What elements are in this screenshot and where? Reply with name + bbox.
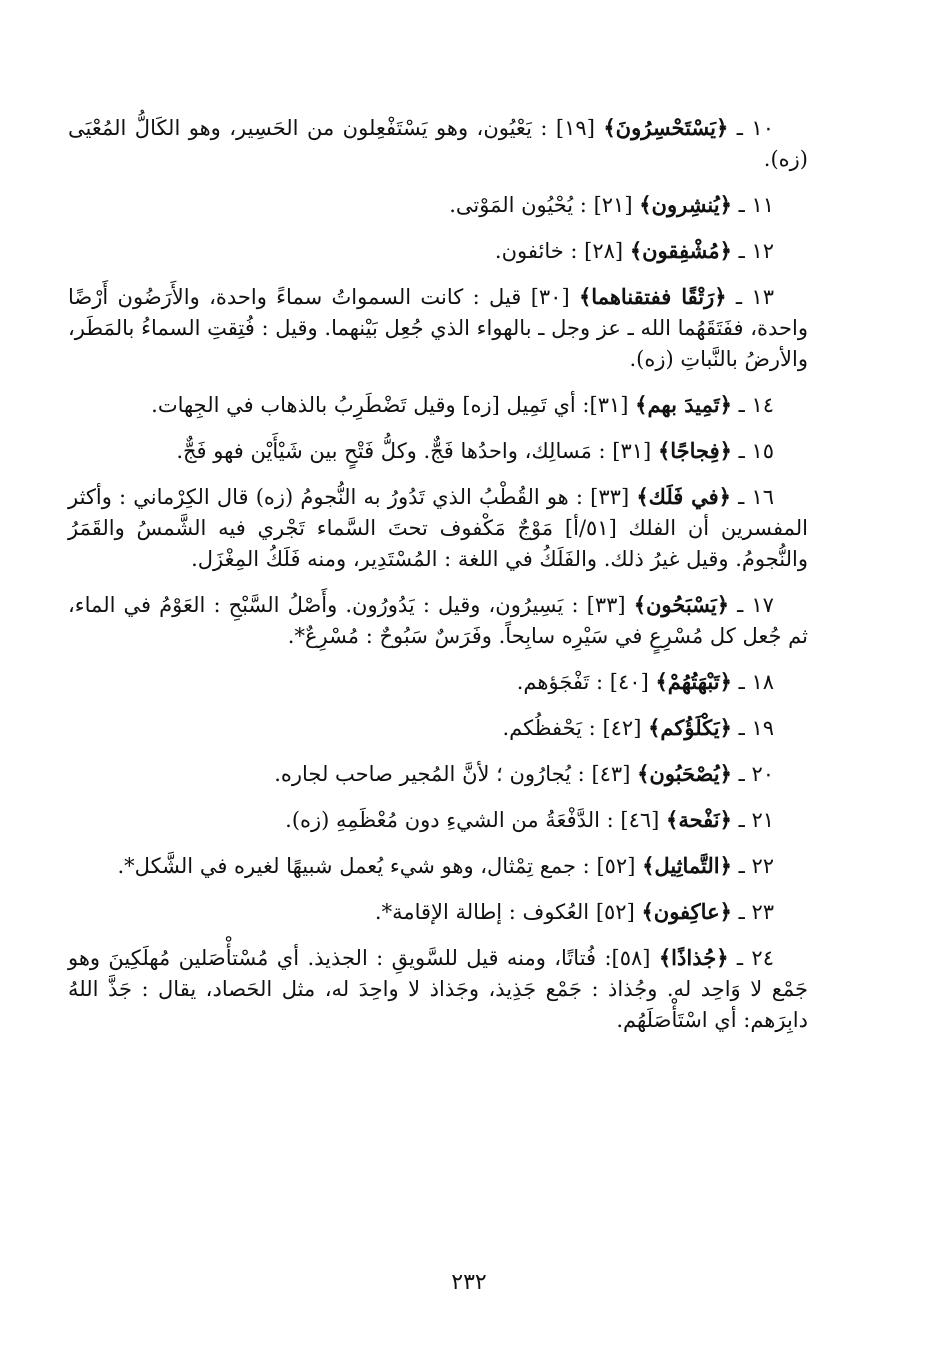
page-number: ٢٣٢ xyxy=(451,1270,487,1295)
quran-word: ﴿تَبْهَتُهُمْ﴾ xyxy=(655,669,732,694)
entry-text: : جمع تِمْثال، وهو شيء يُعمل شبيهًا لغيره في الشَّكل*. xyxy=(117,854,590,878)
entry-number: ٢١ ـ xyxy=(738,808,774,832)
entry-text: : الدَّفْعَةُ من الشيءِ دون مُعْظَمِهِ (زه). xyxy=(285,808,614,832)
verse-ref: [٤٠] xyxy=(609,670,649,694)
quran-word: ﴿يُصْحَبُون﴾ xyxy=(637,761,732,786)
quran-word: ﴿في فَلَك﴾ xyxy=(636,484,731,509)
entry-17 xyxy=(68,589,808,652)
verse-ref: [٢١] xyxy=(593,193,633,217)
verse-ref: [٥٢] xyxy=(596,854,636,878)
verse-ref: [٣١] xyxy=(612,439,652,463)
entry-13 xyxy=(68,281,808,375)
entry-16 xyxy=(68,481,808,575)
quran-word: ﴿رَتْقًا ففتقناهما﴾ xyxy=(579,284,727,309)
verse-ref: [٥٨]: xyxy=(604,946,651,970)
entry-number: ٢٢ ـ xyxy=(738,854,774,878)
entry-11 xyxy=(68,189,808,221)
entry-text: : يُجارُون ؛ لأنَّ المُجير صاحب لجاره. xyxy=(274,762,585,786)
entry-21 xyxy=(68,804,808,836)
verse-ref: [١٩] xyxy=(555,116,595,140)
entry-number: ١٠ ـ xyxy=(736,116,774,140)
page-body xyxy=(68,112,808,1050)
entry-number: ١٧ ـ xyxy=(737,593,774,617)
entry-number: ١٥ ـ xyxy=(738,439,774,463)
entry-20 xyxy=(68,758,808,790)
verse-ref: [٣١]: xyxy=(582,393,629,417)
verse-ref: [٤٣] xyxy=(591,762,631,786)
entry-text: : يَعْيُون، وهو يَسْتَفْعِلون من الحَسِير، وهو الكَالُّ المُعْيَى (زه). xyxy=(68,116,808,171)
quran-word: ﴿يُنشِرون﴾ xyxy=(639,192,732,217)
entry-number: ٢٣ ـ xyxy=(738,900,774,924)
quran-word: ﴿عاكِفون﴾ xyxy=(641,899,732,924)
entry-text: : خائفون. xyxy=(494,239,578,263)
entry-number: ١٢ ـ xyxy=(738,239,774,263)
entry-number: ١٣ ـ xyxy=(735,285,774,309)
entry-text: : يَحْفظُكم. xyxy=(502,716,596,740)
entry-text: فُتاتًا، ومنه قيل للسَّويقِ : الجذيذ. أي مُسْتأْصَلين مُهلَكِينَ وهو جَمْع لا وَاحِد له. وجُذاذ : جَمْع جَذِيذ، وجَذاذ لا واحِدَ له، مثل الحَصاد، يقال : جَذَّ اللهُ دابِرَهم: أي اسْتَأْصَلَهُم. xyxy=(68,946,808,1032)
entry-number: ٢٠ ـ xyxy=(738,762,774,786)
quran-word: ﴿مُشْفِقون﴾ xyxy=(629,238,732,263)
entry-text: قيل : كانت السمواتُ سماءً واحدة، والأَرَضُون أَرْضًا واحدة، ففَتَقَهُما الله ـ عز وجل ـ بالهواء الذي جُعِل بَيْنهما. وقيل : فُتِقتِ السماءُ بالمَطَر، والأرضُ بالنَّباتِ (زه). xyxy=(68,285,808,371)
verse-ref: [٣٣] xyxy=(590,485,630,509)
entry-number: ١٨ ـ xyxy=(738,670,774,694)
quran-word: ﴿يَكْلَؤُكم﴾ xyxy=(648,715,732,740)
verse-ref: [٢٨] xyxy=(584,239,624,263)
verse-ref: [٥٢] xyxy=(595,900,635,924)
verse-ref: [٤٢] xyxy=(602,716,642,740)
verse-ref: [٤٦] xyxy=(620,808,660,832)
quran-word: ﴿نَفْحة﴾ xyxy=(666,807,732,832)
quran-word: ﴿تَمِيدَ بهم﴾ xyxy=(635,392,732,417)
quran-word: ﴿جُذاذًا﴾ xyxy=(658,945,729,970)
entry-12 xyxy=(68,235,808,267)
entry-text: : تَفْجَؤهم. xyxy=(516,670,604,694)
entry-18 xyxy=(68,666,808,698)
entry-10 xyxy=(68,112,808,175)
entry-number: ١٦ ـ xyxy=(738,485,774,509)
entry-19 xyxy=(68,712,808,744)
entry-text: العُكوف : إطالة الإقامة*. xyxy=(374,900,590,924)
verse-ref: [٣٠] xyxy=(530,285,570,309)
entry-15 xyxy=(68,435,808,467)
entry-text: أي تَمِيل [زه] وقيل تَضْطَرِبُ بالذهاب في الجِهات. xyxy=(151,393,576,417)
quran-word: ﴿فِجاجًا﴾ xyxy=(657,438,732,463)
entry-text: : مَسالِك، واحدُها فَجٌّ. وكلُّ فَتْحٍ بين شَيْأَيْن فهو فَجٌّ. xyxy=(176,439,606,463)
entry-text: : يُحْيُون المَوْتى. xyxy=(449,193,587,217)
entry-number: ١٩ ـ xyxy=(738,716,774,740)
entry-text: : هو القُطْبُ الذي تَدُورُ به النُّجومُ (زه) قال الكِرْماني : وأكثر المفسرين أن الفلك [٥١/أ] مَوْجٌ مَكْفوف تحتَ السَّماء تَجْري فيه الشَّمسُ والقَمَرُ والنُّجومُ. وقيل غيرُ ذلك. والفَلَكُ في اللغة : المُسْتَدِير، ومنه فَلَكُ المِغْزَل. xyxy=(68,485,808,571)
quran-word: ﴿التَّماثِيل﴾ xyxy=(642,853,732,878)
entry-number: ١٤ ـ xyxy=(738,393,774,417)
entry-23 xyxy=(68,896,808,928)
entry-text: : يَسِيرُون، وقيل : يَدُورُون. وأَصْلُ السَّبْحِ : العَوْمُ في الماء، ثم جُعل كل مُسْرِعٍ في سَيْرِه سابِحاً. وفَرَسٌ سَبُوحٌ : مُسْرِعٌ*. xyxy=(68,593,808,648)
entry-14 xyxy=(68,389,808,421)
verse-ref: [٣٣] xyxy=(586,593,626,617)
quran-word: ﴿يَسْتَحْسِرُونَ﴾ xyxy=(603,115,729,140)
entry-24 xyxy=(68,942,808,1036)
entry-22 xyxy=(68,850,808,882)
entry-number: ٢٤ ـ xyxy=(736,946,774,970)
quran-word: ﴿يَسْبَحُون﴾ xyxy=(633,592,730,617)
entry-number: ١١ ـ xyxy=(738,193,774,217)
